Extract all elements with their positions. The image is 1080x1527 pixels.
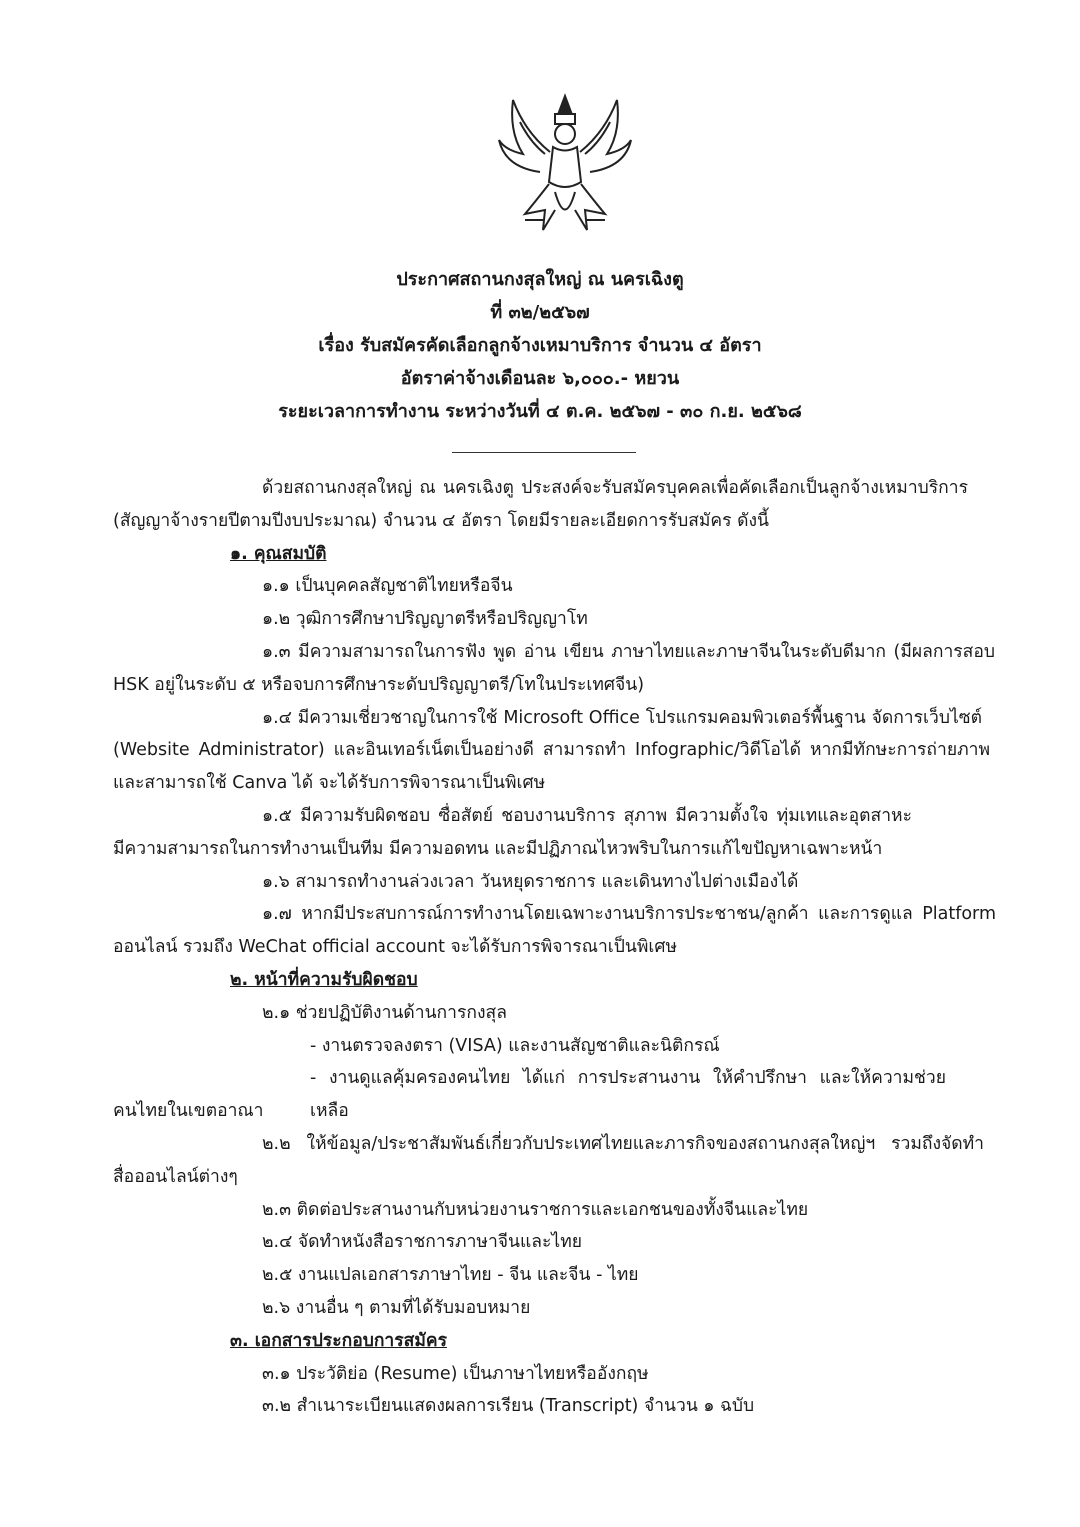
section-heading — [230, 1325, 447, 1358]
text-line: ๑.๒ วุฒิการศึกษาปริญญาตรีหรือปริญญาโท — [262, 609, 588, 630]
announcement-subject: เรื่อง รับสมัครคัดเลือกลูกจ้างเหมาบริการ จำนวน ๔ อัตรา — [318, 335, 762, 356]
text-line: ๑.๕ มีความรับผิดชอบ ซื่อสัตย์ ชอบงานบริการ สุภาพ มีความตั้งใจ ทุ่มเทและอุตสาหะ — [262, 806, 912, 826]
text-line: ๑.๓ มีความสามารถในการฟัง พูด อ่าน เขียน ภาษาไทยและภาษาจีนในระดับดีมาก (มีผลการสอบ — [262, 642, 995, 662]
text-line: ๒.๒ ให้ข้อมูล/ประชาสัมพันธ์เกี่ยวกับประเทศไทยและภารกิจของสถานกงสุลใหญ่ฯ รวมถึงจัดทำ — [262, 1134, 984, 1154]
text-line: ๑.๑ เป็นบุคคลสัญชาติไทยหรือจีน — [262, 576, 513, 597]
text-line: ๓.๒ สำเนาระเบียนแสดงผลการเรียน (Transcript) จำนวน ๑ ฉบับ — [262, 1396, 755, 1417]
text-line: สื่อออนไลน์ต่างๆ — [113, 1166, 238, 1187]
text-line: - งานดูแลคุ้มครองคนไทย ได้แก่ การประสานงาน ให้คำปรึกษา และให้ความช่วยเหลือ — [310, 1068, 946, 1122]
section-heading — [230, 964, 418, 997]
text-line: (สัญญาจ้างรายปีตามปีงบประมาณ) จำนวน ๔ อัตรา โดยมีรายละเอียดการรับสมัคร ดังนี้ — [113, 510, 769, 531]
text-line: ๒.๔ จัดทำหนังสือราชการภาษาจีนและไทย — [262, 1232, 582, 1253]
text-line: ๓.๑ ประวัติย่อ (Resume) เป็นภาษาไทยหรืออังกฤษ — [262, 1363, 649, 1384]
text-line: ๒.๑ ช่วยปฏิบัติงานด้านการกงสุล — [262, 1002, 507, 1023]
text-line: ๒.๖ งานอื่น ๆ ตามที่ได้รับมอบหมาย — [262, 1298, 531, 1318]
section-heading-text: ๒. หน้าที่ความรับผิดชอบ — [230, 970, 418, 990]
text-line: ๑.๔ มีความเชี่ยวชาญในการใช้ Microsoft Office โปรแกรมคอมพิวเตอร์พื้นฐาน จัดการเว็บไซต์ — [262, 707, 982, 728]
announcement-period: ระยะเวลาการทำงาน ระหว่างวันที่ ๔ ต.ค. ๒๕๖๗ - ๓๐ ก.ย. ๒๕๖๘ — [278, 401, 802, 422]
section-heading-text: ๓. เอกสารประกอบการสมัคร — [230, 1330, 447, 1351]
text-line: และสามารถใช้ Canva ได้ จะได้รับการพิจารณาเป็นพิเศษ — [113, 773, 546, 794]
text-line: HSK อยู่ในระดับ ๕ หรือจบการศึกษาระดับปริญญาตรี/โทในประเทศจีน) — [113, 674, 645, 695]
text-line: ๑.๗ หากมีประสบการณ์การทำงานโดยเฉพาะงานบริการประชาชน/ลูกค้า และการดูแล Platform — [262, 904, 996, 925]
text-line: ๑.๖ สามารถทำงานล่วงเวลา วันหยุดราชการ และเดินทางไปต่างเมืองได้ — [262, 871, 799, 892]
text-line: ด้วยสถานกงสุลใหญ่ ณ นครเฉิงตู ประสงค์จะรับสมัครบุคคลเพื่อคัดเลือกเป็นลูกจ้างเหมาบริการ — [262, 478, 968, 498]
text-line: มีความสามารถในการทำงานเป็นทีม มีความอดทน และมีปฏิภาณไหวพริบในการแก้ไขปัญหาเฉพาะหน้า — [113, 838, 883, 859]
announcement-salary: อัตราค่าจ้างเดือนละ ๖,๐๐๐.- หยวน — [400, 368, 680, 389]
section-heading-text: ๑. คุณสมบัติ — [230, 543, 327, 564]
text-line: ๒.๕ งานแปลเอกสารภาษาไทย - จีน และจีน - ไทย — [262, 1265, 639, 1286]
divider — [452, 452, 636, 453]
text-line: ๒.๓ ติดต่อประสานงานกับหน่วยงานราชการและเอกชนของทั้งจีนและไทย — [262, 1199, 809, 1220]
text-line: คนไทยในเขตอาณา — [113, 1101, 264, 1122]
section-heading — [230, 538, 326, 571]
announcement-title: ประกาศสถานกงสุลใหญ่ ณ นครเฉิงตู — [396, 269, 684, 290]
announcement-number: ที่ ๓๒/๒๕๖๗ — [490, 302, 590, 323]
text-line: ออนไลน์ รวมถึง WeChat official account จะได้รับการพิจารณาเป็นพิเศษ — [113, 937, 677, 958]
text-line: (Website Administrator) และอินเทอร์เน็ตเป็นอย่างดี สามารถทำ Infographic/วิดีโอได้ หากมีทักษะการถ่ายภาพ — [113, 740, 990, 761]
text-line: - งานตรวจลงตรา (VISA) และงานสัญชาติและนิติกรณ์ — [310, 1035, 720, 1056]
garuda-emblem-icon — [495, 92, 635, 237]
